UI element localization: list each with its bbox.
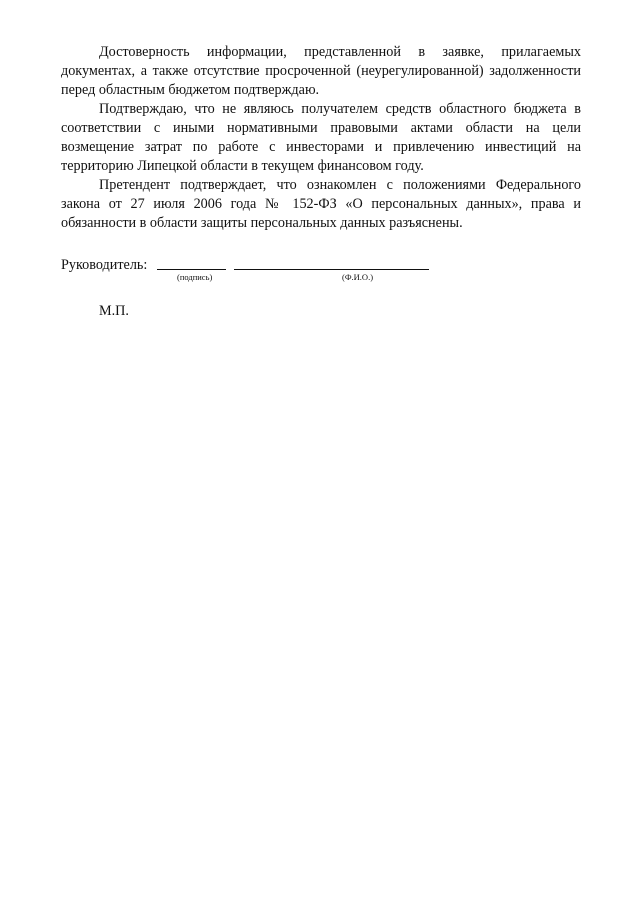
full-name-line (234, 269, 429, 270)
signature-line (157, 269, 226, 270)
paragraph-accuracy-confirmation: Достоверность информации, представленной в заявке, прилагаемых документах, а также отсутствие просроченной (неурегулированной) задолженности перед областным бюджетом подтверждаю. (61, 44, 581, 98)
stamp-placeholder: М.П. (99, 303, 129, 319)
paragraph-budget-confirmation: Подтверждаю, что не являюсь получателем средств областного бюджета в соответствии с иными нормативными правовыми актами области на цели возмещение затрат по работе с инвесторами и привлечению инвестиций на территорию Липецкой области в текущем финансовом году. (61, 101, 581, 174)
full-name-caption: (Ф.И.О.) (342, 272, 374, 282)
document-body (61, 43, 581, 233)
signature-block (61, 256, 481, 286)
signature-caption: (подпись) (177, 272, 213, 282)
paragraph-personal-data-consent: Претендент подтверждает, что ознакомлен с положениями Федерального закона от 27 июля 2006 года № 152-ФЗ «О персональных данных», права и обязанности в области защиты персональных данных разъяснены. (61, 177, 581, 231)
signature-label: Руководитель: (61, 257, 148, 273)
